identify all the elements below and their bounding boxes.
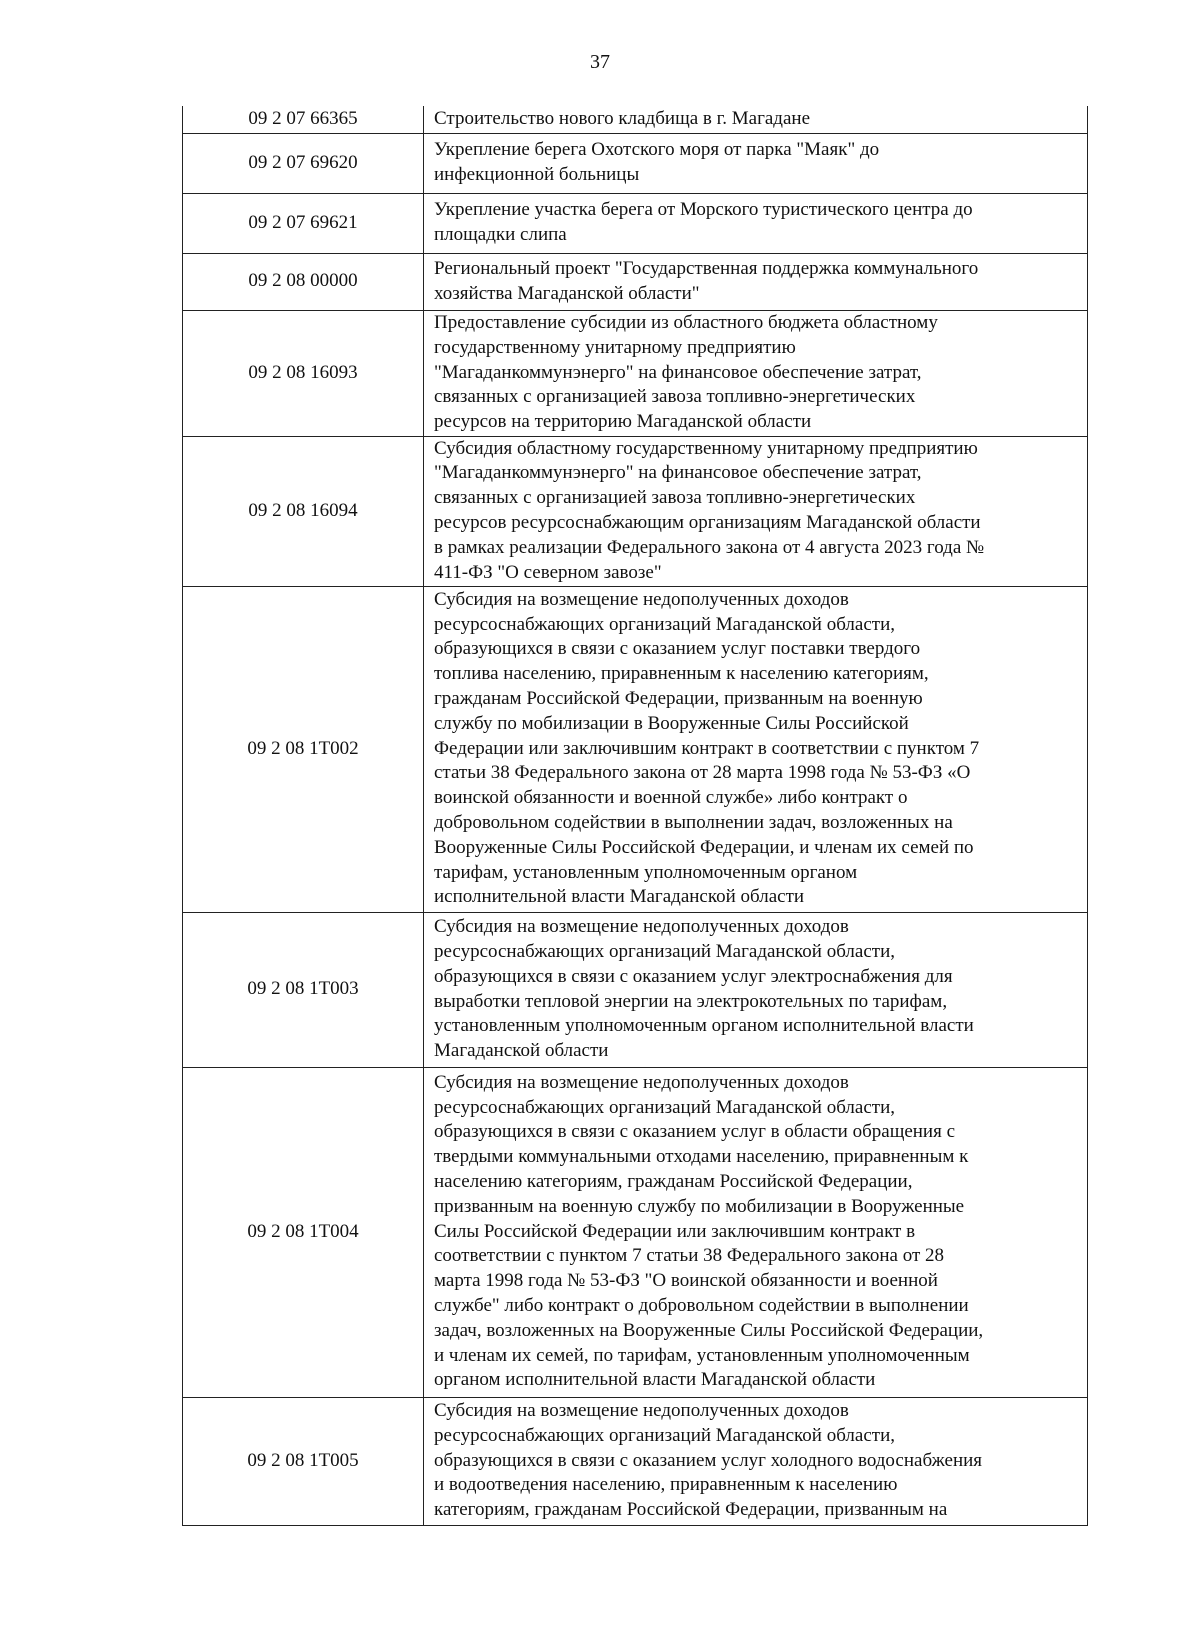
table-row bbox=[183, 586, 1088, 912]
row-name: Субсидия на возмещение недополученных доходов ресурсоснабжающих организаций Магаданской области, образующихся в связи с оказанием услуг электроснабжения для выработки тепловой энергии на электрокотельных по тарифам, установленным уполномоченным органом исполнительной власти Магаданской области bbox=[424, 912, 1088, 1067]
row-code: 09 2 08 1Т005 bbox=[183, 1397, 424, 1525]
row-code: 09 2 08 00000 bbox=[183, 253, 424, 310]
row-name: Предоставление субсидии из областного бюджета областному государственному унитарному предприятию "Магаданкоммунэнерго" на финансовое обеспечение затрат, связанных с организацией завоза топливно-энергетических ресурсов на территорию Магаданской области bbox=[424, 310, 1088, 436]
table-row bbox=[183, 133, 1088, 193]
table-row bbox=[183, 1397, 1088, 1525]
table-row bbox=[183, 106, 1088, 133]
table-row bbox=[183, 436, 1088, 586]
table-row bbox=[183, 193, 1088, 253]
row-code: 09 2 07 69620 bbox=[183, 133, 424, 193]
row-code: 09 2 08 1Т004 bbox=[183, 1067, 424, 1397]
row-name: Укрепление берега Охотского моря от парка "Маяк" до инфекционной больницы bbox=[424, 133, 1088, 193]
row-name: Строительство нового кладбища в г. Магадане bbox=[424, 106, 1088, 133]
row-code: 09 2 07 69621 bbox=[183, 193, 424, 253]
row-code: 09 2 08 1Т002 bbox=[183, 586, 424, 912]
row-code: 09 2 08 16094 bbox=[183, 436, 424, 586]
row-name: Укрепление участка берега от Морского туристического центра до площадки слипа bbox=[424, 193, 1088, 253]
row-code: 09 2 08 1Т003 bbox=[183, 912, 424, 1067]
page-number: 37 bbox=[590, 51, 610, 73]
row-code: 09 2 07 66365 bbox=[183, 106, 424, 133]
table-row bbox=[183, 253, 1088, 310]
budget-classification-table bbox=[182, 106, 1088, 1526]
row-name: Субсидия на возмещение недополученных доходов ресурсоснабжающих организаций Магаданской области, образующихся в связи с оказанием услуг холодного водоснабжения и водоотведения населению, приравненным к населению категориям, гражданам Российской Федерации, призванным на bbox=[424, 1397, 1088, 1525]
row-name: Субсидия на возмещение недополученных доходов ресурсоснабжающих организаций Магаданской области, образующихся в связи с оказанием услуг поставки твердого топлива населению, приравненным к населению категориям, гражданам Российской Федерации, призванным на военную службу по мобилизации в Вооруженные Силы Российской Федерации или заключившим контракт в соответствии с пунктом 7 статьи 38 Федерального закона от 28 марта 1998 года № 53-ФЗ «О воинской обязанности и военной службе» либо контракт о добровольном содействии в выполнении задач, возложенных на Вооруженные Силы Российской Федерации, и членам их семей по тарифам, установленным уполномоченным органом исполнительной власти Магаданской области bbox=[424, 586, 1088, 912]
row-name: Субсидия на возмещение недополученных доходов ресурсоснабжающих организаций Магаданской области, образующихся в связи с оказанием услуг в области обращения с твердыми коммунальными отходами населению, приравненным к населению категориям, гражданам Российской Федерации, призванным на военную службу по мобилизации в Вооруженные Силы Российской Федерации или заключившим контракт в соответствии с пунктом 7 статьи 38 Федерального закона от 28 марта 1998 года № 53-ФЗ "О воинской обязанности и военной службе" либо контракт о добровольном содействии в выполнении задач, возложенных на Вооруженные Силы Российской Федерации, и членам их семей, по тарифам, установленным уполномоченным органом исполнительной власти Магаданской области bbox=[424, 1067, 1088, 1397]
table-row bbox=[183, 912, 1088, 1067]
row-code: 09 2 08 16093 bbox=[183, 310, 424, 436]
table-row bbox=[183, 310, 1088, 436]
row-name: Субсидия областному государственному унитарному предприятию "Магаданкоммунэнерго" на финансовое обеспечение затрат, связанных с организацией завоза топливно-энергетических ресурсов ресурсоснабжающим организациям Магаданской области в рамках реализации Федерального закона от 4 августа 2023 года № 411-ФЗ "О северном завозе" bbox=[424, 436, 1088, 586]
table-row bbox=[183, 1067, 1088, 1397]
row-name: Региональный проект "Государственная поддержка коммунального хозяйства Магаданской области" bbox=[424, 253, 1088, 310]
